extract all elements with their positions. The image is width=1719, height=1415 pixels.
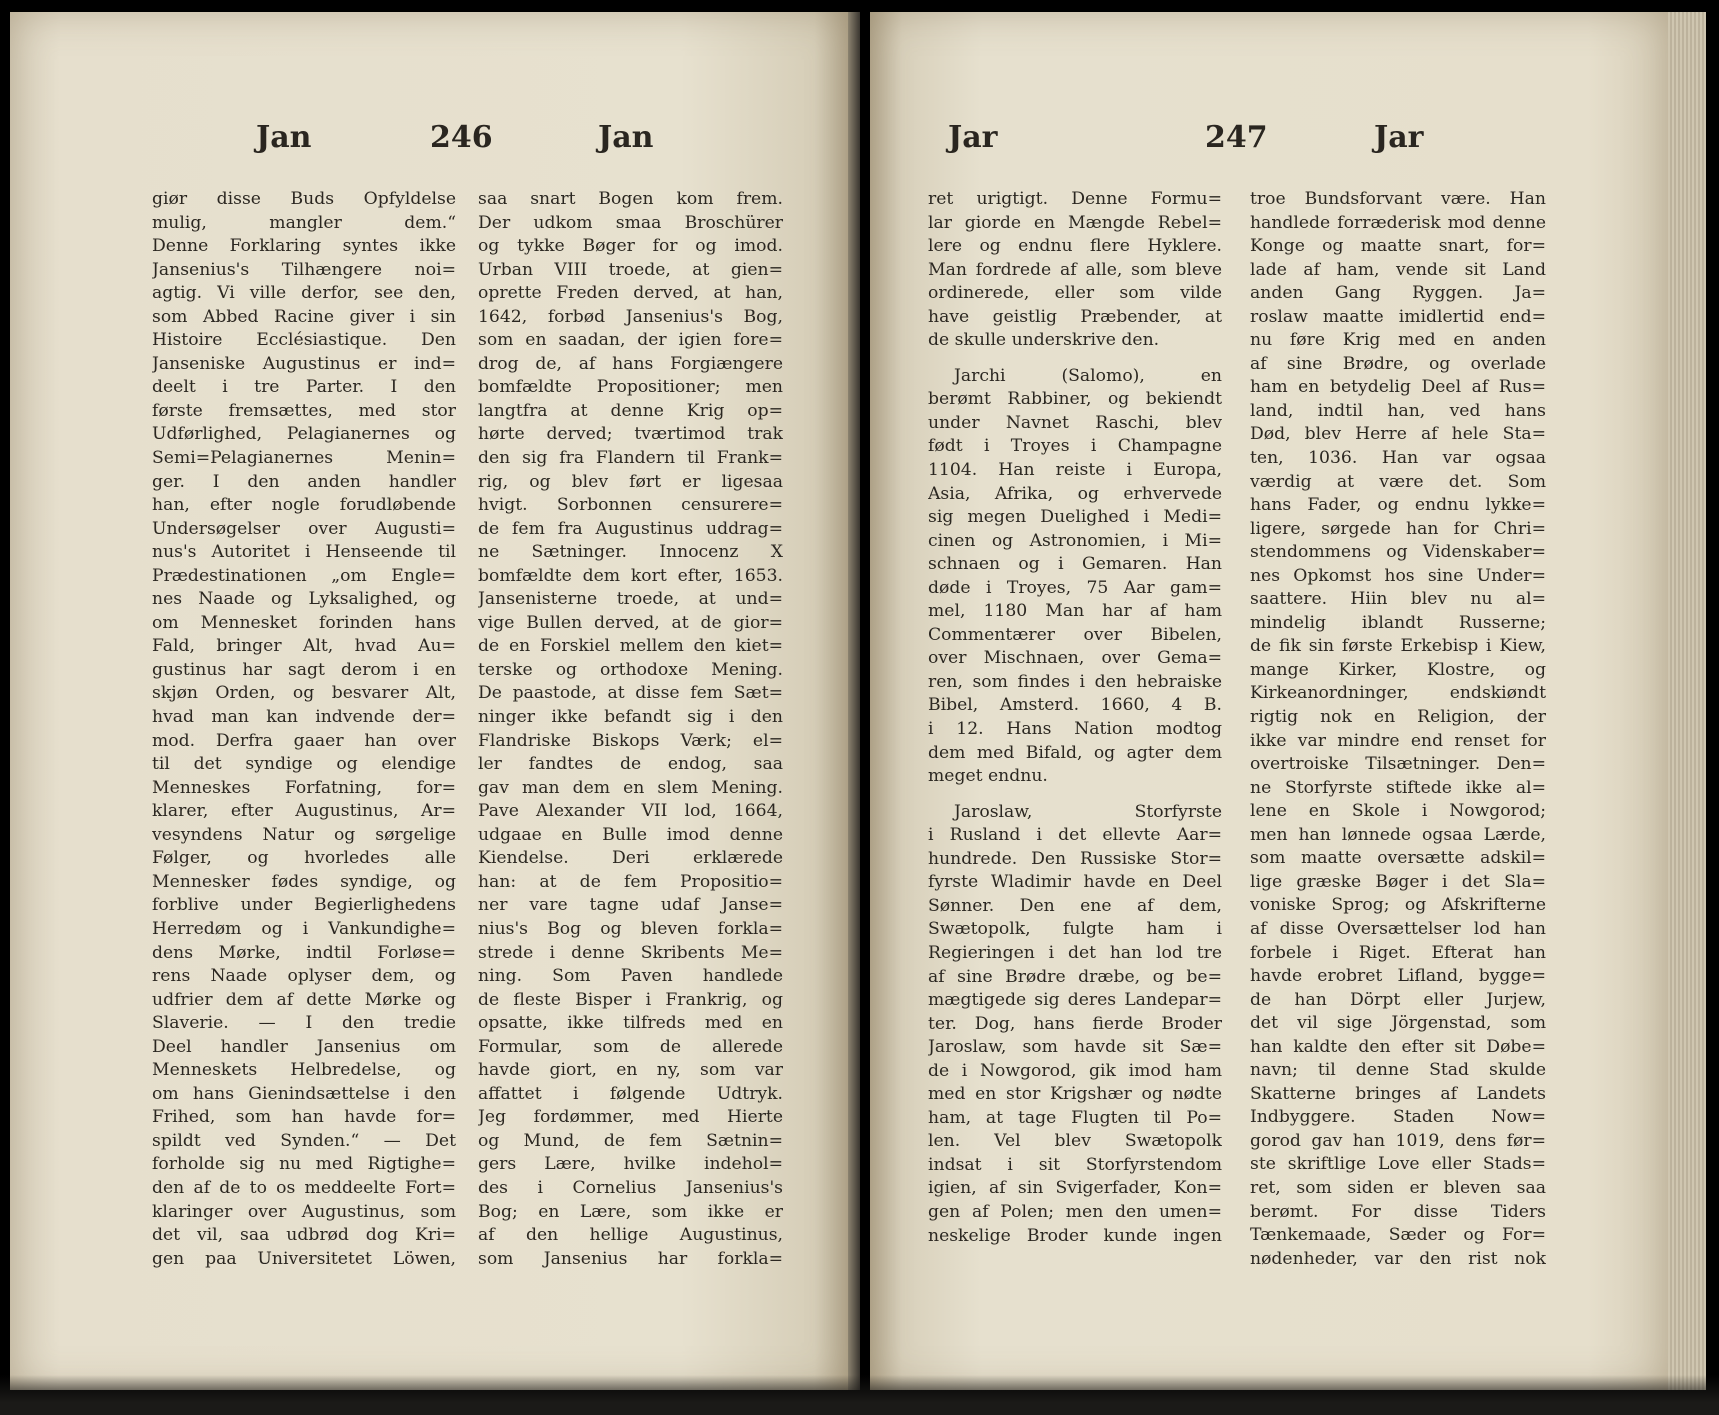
text-line: gen paa Universitetet Löwen,: [152, 1248, 456, 1269]
text-line: Bog; en Lære, som ikke er: [478, 1201, 783, 1222]
text-line: mægtigede sig deres Landepar=: [928, 990, 1222, 1011]
text-line: af sine Brødre, og overlade: [1250, 353, 1546, 374]
text-line: dens Mørke, indtil Forløse=: [152, 942, 456, 963]
text-line: voniske Sprog; og Afskrifterne: [1250, 895, 1546, 916]
text-line: nødenheder, var den rist nok: [1250, 1248, 1546, 1269]
text-line: de fleste Bisper i Frankrig, og: [478, 989, 783, 1010]
text-line: nus's Autoritet i Henseende til: [152, 542, 456, 563]
text-line: terske og orthodoxe Mening.: [478, 659, 783, 680]
text-line: Swætopolk, fulgte ham i: [928, 919, 1222, 940]
text-line: ordinerede, eller som vilde: [928, 283, 1222, 304]
text-line: anden Gang Ryggen. Ja=: [1250, 283, 1546, 304]
text-line: lade af ham, vende sit Land: [1250, 259, 1546, 280]
page-number: 247: [1205, 120, 1268, 155]
text-line: i 12. Hans Nation modtog: [928, 719, 1222, 740]
text-line: Asia, Afrika, og erhvervede: [928, 483, 1222, 504]
text-line: opsatte, ikke tilfreds med en: [478, 1013, 783, 1034]
text-line: Formular, som de allerede: [478, 1036, 783, 1057]
text-line: spildt ved Synden.“ — Det: [152, 1130, 456, 1151]
text-line: lere og endnu flere Hyklere.: [928, 236, 1222, 257]
text-line: ste skriftlige Love eller Stads=: [1250, 1154, 1546, 1175]
text-line: indsat i sit Storfyrstendom: [928, 1154, 1222, 1175]
text-line: forholde sig nu med Rigtighe=: [152, 1154, 456, 1175]
text-line: ham, at tage Flugten til Po=: [928, 1107, 1222, 1128]
text-line: len. Vel blev Swætopolk: [928, 1131, 1222, 1152]
text-line: ne Storfyrste stiftede ikke al=: [1250, 777, 1546, 798]
right-page-header: [870, 120, 1668, 170]
text-line: Jaroslaw, som havde sit Sæ=: [928, 1037, 1222, 1058]
text-line: Død, blev Herre af hele Sta=: [1250, 424, 1546, 445]
text-line: De paastode, at disse fem Sæt=: [478, 683, 783, 704]
text-line: vige Bullen derved, at de gior=: [478, 612, 783, 633]
text-line: gorod gav han 1019, dens før=: [1250, 1130, 1546, 1151]
text-line: det vil sige Jörgenstad, som: [1250, 1013, 1546, 1034]
text-line: ret urigtigt. Denne Formu=: [928, 189, 1222, 209]
text-line: hundrede. Den Russiske Stor=: [928, 848, 1222, 869]
text-line: Menneskets Helbredelse, og: [152, 1060, 456, 1081]
text-line: overtroiske Tilsætninger. Den=: [1250, 754, 1546, 775]
text-line: saa snart Bogen kom frem.: [478, 189, 783, 209]
text-line: værdig at være det. Som: [1250, 471, 1546, 492]
text-line: rigtig nok en Religion, der: [1250, 707, 1546, 728]
text-line: navn; til denne Stad skulde: [1250, 1060, 1546, 1081]
text-line: Flandriske Biskops Værk; el=: [478, 730, 783, 751]
text-line: udfrier dem af dette Mørke og: [152, 989, 456, 1010]
text-line: bomfældte dem kort efter, 1653.: [478, 565, 783, 586]
text-line: hvad man kan indvende der=: [152, 707, 456, 728]
text-line: den af de to os meddeelte Fort=: [152, 1177, 456, 1198]
text-line: havde erobret Lifland, bygge=: [1250, 966, 1546, 987]
text-line: schnaen og i Gemaren. Han: [928, 554, 1222, 575]
text-line: Prædestinationen „om Engle=: [152, 565, 456, 586]
book-page-edges: [1668, 12, 1706, 1390]
text-line: Deel handler Jansenius om: [152, 1036, 456, 1057]
text-line: fyrste Wladimir havde en Deel: [928, 872, 1222, 893]
left-page-header: [10, 120, 848, 170]
text-line: ninger ikke befandt sig i den: [478, 707, 783, 728]
text-line: over Mischnaen, over Gema=: [928, 648, 1222, 669]
text-line: Man fordrede af alle, som bleve: [928, 259, 1222, 280]
text-line: Kirkeanordninger, endskiøndt: [1250, 683, 1546, 704]
table-surface: [0, 1375, 1719, 1415]
text-line: Bibel, Amsterd. 1660, 4 B.: [928, 695, 1222, 716]
text-line: under Navnet Raschi, blev: [928, 412, 1222, 433]
text-line: af sine Brødre dræbe, og be=: [928, 966, 1222, 987]
text-line: Tænkemaade, Sæder og For=: [1250, 1225, 1546, 1246]
text-line: ikke var mindre end renset for: [1250, 730, 1546, 751]
text-line: Skatterne bringes af Landets: [1250, 1083, 1546, 1104]
text-line: mulig, mangler dem.“: [152, 212, 456, 233]
text-line: Menneskes Forfatning, for=: [152, 777, 456, 798]
text-line: Undersøgelser over Augusti=: [152, 518, 456, 539]
text-line: af disse Oversættelser lod han: [1250, 918, 1546, 939]
text-line: Frihed, som han havde for=: [152, 1107, 456, 1128]
text-line: Konge og maatte snart, for=: [1250, 236, 1546, 257]
text-line: Denne Forklaring syntes ikke: [152, 236, 456, 257]
header-right-word: Jar: [1374, 120, 1424, 155]
paragraph-gap: [928, 789, 1222, 801]
text-line: land, indtil han, ved hans: [1250, 400, 1546, 421]
text-line: Indbyggere. Staden Now=: [1250, 1107, 1546, 1128]
text-line: klarer, efter Augustinus, Ar=: [152, 801, 456, 822]
text-line: 1104. Han reiste i Europa,: [928, 460, 1222, 481]
text-line: med en stor Krigshær og nødte: [928, 1084, 1222, 1105]
text-line: Følger, og hvorledes alle: [152, 848, 456, 869]
text-line: nes Opkomst hos sine Under=: [1250, 565, 1546, 586]
text-line: gers Lære, hvilke indehol=: [478, 1154, 783, 1175]
text-line: gen af Polen; men den umen=: [928, 1201, 1222, 1222]
text-line: klaringer over Augustinus, som: [152, 1201, 456, 1222]
text-line: meget endnu.: [928, 766, 1048, 787]
text-line: neskelige Broder kunde ingen: [928, 1225, 1222, 1246]
text-line: affattet i følgende Udtryk.: [478, 1083, 783, 1104]
text-line: sig megen Duelighed i Medi=: [928, 507, 1222, 528]
text-line: som maatte oversætte adskil=: [1250, 848, 1546, 869]
text-line: mel, 1180 Man har af ham: [928, 601, 1222, 622]
text-line: Commentærer over Bibelen,: [928, 624, 1222, 645]
text-line: til det syndige og elendige: [152, 754, 456, 775]
text-line: des i Cornelius Jansenius's: [478, 1177, 783, 1198]
header-left-word: Jan: [256, 120, 312, 155]
text-line: som en saadan, der igien fore=: [478, 330, 783, 351]
text-line: langtfra at denne Krig op=: [478, 400, 783, 421]
text-line: lar giorde en Mængde Rebel=: [928, 212, 1222, 233]
text-line: rig, og blev ført er ligesaa: [478, 471, 783, 492]
text-line: nes Naade og Lyksalighed, og: [152, 589, 456, 610]
text-line: ham en betydelig Deel af Rus=: [1250, 377, 1546, 398]
book-gutter: [848, 12, 860, 1390]
text-line: Der udkom smaa Broschürer: [478, 212, 783, 233]
text-line: han kaldte den efter sit Døbe=: [1250, 1036, 1546, 1057]
text-line: ger. I den anden handler: [152, 471, 456, 492]
text-line: giør disse Buds Opfyldelse: [152, 189, 456, 209]
text-line: Jaroslaw, Storfyrste: [954, 801, 1222, 822]
text-line: ren, som findes i den hebraiske: [928, 671, 1222, 692]
text-line: ten, 1036. Han var ogsaa: [1250, 448, 1546, 469]
text-line: Fald, bringer Alt, hvad Au=: [152, 636, 456, 657]
header-left-word: Jar: [948, 120, 998, 155]
text-line: oprette Freden derved, at han,: [478, 283, 783, 304]
text-line: lene en Skole i Nowgorod;: [1250, 801, 1546, 822]
text-line: mindelig iblandt Russerne;: [1250, 612, 1546, 633]
text-line: Jansenius's Tilhængere noi=: [152, 259, 456, 280]
header-right-word: Jan: [598, 120, 654, 155]
text-line: men han lønnede ogsaa Lærde,: [1250, 824, 1546, 845]
text-line: Jarchi (Salomo), en: [954, 365, 1222, 386]
right-page: [870, 12, 1668, 1390]
text-line: cinen og Astronomien, i Mi=: [928, 530, 1222, 551]
text-line: som Abbed Racine giver i sin: [152, 306, 456, 327]
text-line: vesyndens Natur og sørgelige: [152, 824, 456, 845]
text-line: Regieringen i det han lod tre: [928, 942, 1222, 963]
text-line: berømt. For disse Tiders: [1250, 1201, 1546, 1222]
text-line: de i Nowgorod, gik imod ham: [928, 1060, 1222, 1081]
text-line: mange Kirker, Klostre, og: [1250, 659, 1546, 680]
text-line: det vil, saa udbrød dog Kri=: [152, 1225, 456, 1246]
text-line: Jeg fordømmer, med Hierte: [478, 1107, 783, 1128]
text-line: roslaw maatte imidlertid end=: [1250, 306, 1546, 327]
text-line: dem med Bifald, og agter dem: [928, 742, 1222, 763]
text-line: troe Bundsforvant være. Han: [1250, 189, 1546, 209]
right-column-2: [1250, 188, 1546, 1271]
text-line: den sig fra Flandern til Frank=: [478, 448, 783, 469]
text-line: om Mennesket forinden hans: [152, 612, 456, 633]
text-line: agtig. Vi ville derfor, see den,: [152, 283, 456, 304]
text-line: om hans Gienindsættelse i den: [152, 1083, 456, 1104]
text-line: udgaae en Bulle imod denne: [478, 824, 783, 845]
text-line: Urban VIII troede, at gien=: [478, 259, 783, 280]
text-line: forbele i Riget. Efterat han: [1250, 942, 1546, 963]
text-line: de skulle underskrive den.: [928, 330, 1160, 351]
text-line: han, efter nogle forudløbende: [152, 495, 456, 516]
text-line: Mennesker fødes syndige, og: [152, 871, 456, 892]
text-line: have geistlig Præbender, at: [928, 306, 1222, 327]
text-line: døde i Troyes, 75 Aar gam=: [928, 577, 1222, 598]
text-line: igien, af sin Svigerfader, Kon=: [928, 1178, 1222, 1199]
text-line: ter. Dog, hans fierde Broder: [928, 1013, 1222, 1034]
text-line: skjøn Orden, og besvarer Alt,: [152, 683, 456, 704]
text-line: og Mund, de fem Sætnin=: [478, 1130, 783, 1151]
text-line: mod. Derfra gaaer han over: [152, 730, 456, 751]
text-line: ligere, sørgede han for Chri=: [1250, 518, 1546, 539]
text-line: Histoire Ecclésiastique. Den: [152, 330, 456, 351]
text-line: hvigt. Sorbonnen censurere=: [478, 495, 783, 516]
text-line: de fik sin første Erkebisp i Kiew,: [1250, 636, 1546, 657]
text-line: de fem fra Augustinus uddrag=: [478, 518, 783, 539]
text-line: Sønner. Den ene af dem,: [928, 895, 1222, 916]
text-line: bomfældte Propositioner; men: [478, 377, 783, 398]
text-line: saattere. Hiin blev nu al=: [1250, 589, 1546, 610]
text-line: Semi=Pelagianernes Menin=: [152, 448, 456, 469]
text-line: gustinus har sagt derom i en: [152, 659, 456, 680]
text-line: ret, som siden er bleven saa: [1250, 1177, 1546, 1198]
text-line: strede i denne Skribents Me=: [478, 942, 783, 963]
text-line: og tykke Bøger for og imod.: [478, 236, 783, 257]
right-column-1: [928, 188, 1222, 1248]
text-line: af den hellige Augustinus,: [478, 1225, 783, 1246]
text-line: handlede forræderisk mod denne: [1250, 212, 1546, 233]
page-number: 246: [430, 120, 493, 155]
text-line: ne Sætninger. Innocenz X: [478, 542, 783, 563]
text-line: 1642, forbød Jansenius's Bog,: [478, 306, 783, 327]
text-line: Jansenisterne troede, at und=: [478, 589, 783, 610]
text-line: stendommens og Videnskaber=: [1250, 542, 1546, 563]
text-line: Slaverie. — I den tredie: [152, 1013, 456, 1034]
text-line: forblive under Begierlighedens: [152, 895, 456, 916]
text-line: Kiendelse. Deri erklærede: [478, 848, 783, 869]
text-line: Pave Alexander VII lod, 1664,: [478, 801, 783, 822]
text-line: ning. Som Paven handlede: [478, 966, 783, 987]
text-line: nu føre Krig med en anden: [1250, 330, 1546, 351]
text-line: nius's Bog og bleven forkla=: [478, 918, 783, 939]
text-line: drog de, af hans Forgiængere: [478, 353, 783, 374]
text-line: første fremsættes, med stor: [152, 400, 456, 421]
text-line: deelt i tre Parter. I den: [152, 377, 456, 398]
text-line: Udførlighed, Pelagianernes og: [152, 424, 456, 445]
text-line: ner vare tagne udaf Janse=: [478, 895, 783, 916]
text-line: berømt Rabbiner, og bekiendt: [928, 389, 1222, 410]
text-line: i Rusland i det ellevte Aar=: [928, 825, 1222, 846]
left-column-1: [152, 188, 456, 1271]
text-line: gav man dem en slem Mening.: [478, 777, 783, 798]
text-line: havde giort, en ny, som var: [478, 1060, 783, 1081]
left-column-2: [478, 188, 783, 1271]
text-line: hørte derved; tværtimod trak: [478, 424, 783, 445]
text-line: rens Naade oplyser dem, og: [152, 966, 456, 987]
paragraph-gap: [928, 353, 1222, 365]
text-line: Herredøm og i Vankundighe=: [152, 918, 456, 939]
text-line: han: at de fem Propositio=: [478, 871, 783, 892]
text-line: lige græske Bøger i det Sla=: [1250, 871, 1546, 892]
text-line: som Jansenius har forkla=: [478, 1248, 783, 1269]
text-line: hans Fader, og endnu lykke=: [1250, 495, 1546, 516]
left-page: [10, 12, 848, 1390]
text-line: Janseniske Augustinus er ind=: [152, 353, 456, 374]
text-line: de en Forskiel mellem den kiet=: [478, 636, 783, 657]
text-line: de han Dörpt eller Jurjew,: [1250, 989, 1546, 1010]
text-line: ler fandtes de endog, saa: [478, 754, 783, 775]
text-line: født i Troyes i Champagne: [928, 436, 1222, 457]
